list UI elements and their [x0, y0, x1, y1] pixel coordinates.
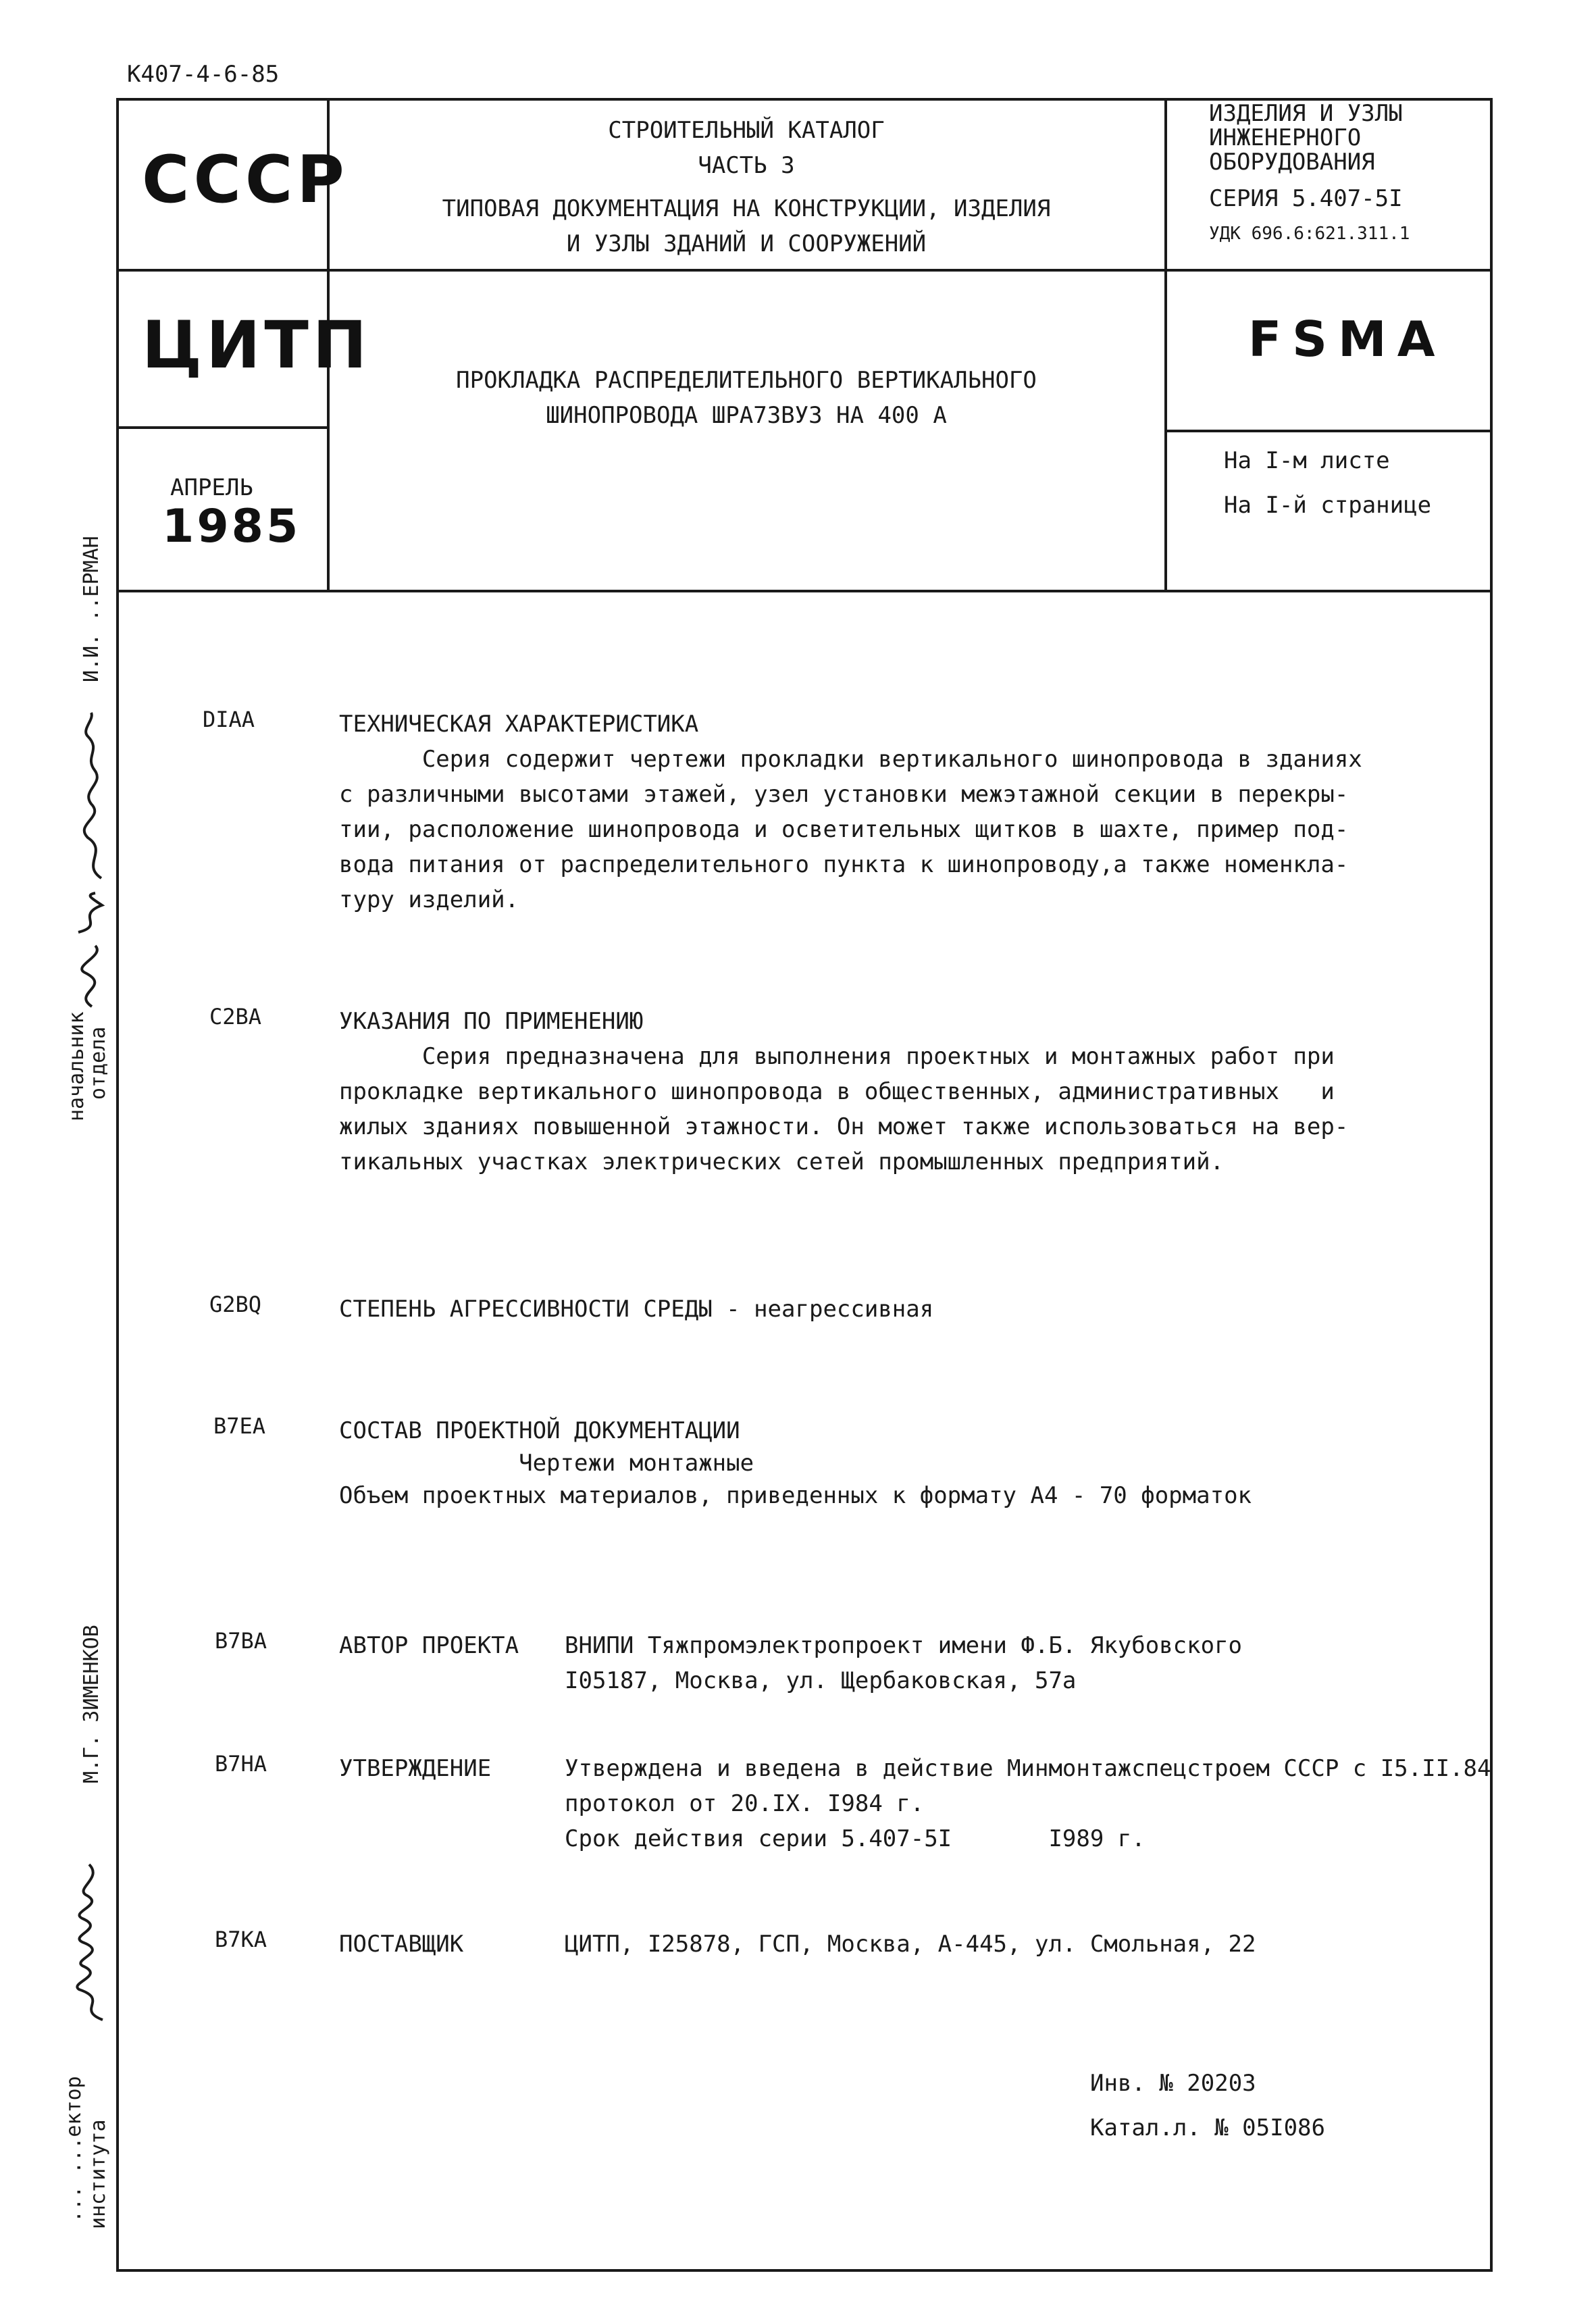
margin-line-upper	[116, 763, 119, 851]
tech-line: туру изделий.	[339, 886, 519, 913]
section-usage	[339, 1004, 1348, 1179]
section-code-supplier: B7KA	[215, 1927, 267, 1952]
header-bottom-divider	[116, 590, 1493, 592]
approver-name-label: И.И. ..ЕРМАН	[80, 536, 103, 682]
section-code-approval: B7HA	[215, 1751, 267, 1777]
section-tech	[339, 707, 1362, 917]
header-vertical-divider-right	[1164, 98, 1167, 591]
category-line-2: ИНЖЕНЕРНОГО	[1209, 124, 1362, 151]
documentation-line: Объем проектных материалов, приведенных к формату А4 - 70 форматок	[339, 1482, 1252, 1509]
signature-dept-head	[65, 892, 119, 1013]
section-label-supplier: ПОСТАВЩИК	[339, 1931, 464, 1958]
section-code-tech: DIAA	[203, 707, 255, 732]
section-body-usage	[339, 1039, 1348, 1179]
header-row-divider	[116, 269, 1493, 272]
catalog-sheet-number: Катал.л. № 05I086	[1090, 2114, 1325, 2141]
section-code-aggressiveness: G2BQ	[209, 1292, 262, 1317]
org-label: ЦИТП	[142, 307, 371, 383]
section-heading-tech: ТЕХНИЧЕСКАЯ ХАРАКТЕРИСТИКА	[339, 711, 699, 738]
catalog-description-line-2: И УЗЛЫ ЗДАНИЙ И СООРУЖЕНИЙ	[566, 230, 927, 257]
tech-line: с различными высотами этажей, узел установки межэтажной секции в перекры-	[339, 781, 1349, 808]
series-number: СЕРИЯ 5.407-5I	[1209, 185, 1403, 212]
category-line-3: ОБОРУДОВАНИЯ	[1209, 149, 1375, 176]
section-aggressiveness	[339, 1292, 933, 1327]
signature-chief-engineer	[62, 1851, 123, 2027]
author-line: ВНИПИ Тяжпромэлектропроект имени Ф.Б. Якубовского	[565, 1632, 1243, 1659]
page-number: На I-й странице	[1224, 492, 1432, 519]
institute-director-label-line-1: ... ...ектор	[62, 2076, 86, 2222]
dept-head-label-line-2: отдела	[86, 1026, 110, 1100]
author-line: I05187, Москва, ул. Щербаковская, 57а	[565, 1667, 1077, 1694]
chief-engineer-name-label: М.Г. ЗИМЕНКОВ	[80, 1625, 103, 1783]
documentation-line: Чертежи монтажные	[339, 1450, 754, 1477]
udk-code: УДК 696.6:621.311.1	[1209, 224, 1410, 244]
section-heading-documentation: СОСТАВ ПРОЕКТНОЙ ДОКУМЕНТАЦИИ	[339, 1417, 740, 1444]
signature-top	[68, 709, 115, 885]
approval-line: Утверждена и введена в действие Минмонтажспецстроем СССР с I5.II.84	[565, 1755, 1491, 1782]
usage-line: Серия предназначена для выполнения проектных и монтажных работ при	[339, 1043, 1335, 1070]
section-body-documentation	[339, 1448, 1252, 1513]
sheet-number: На I-м листе	[1224, 447, 1390, 474]
classification-code: FSMA	[1248, 311, 1446, 367]
category-line-1: ИЗДЕЛИЯ И УЗЛЫ	[1209, 100, 1403, 127]
tech-line: Серия содержит чертежи прокладки вертикального шинопровода в зданиях	[339, 746, 1362, 773]
section-heading-usage: УКАЗАНИЯ ПО ПРИМЕНЕНИЮ	[339, 1008, 644, 1035]
inventory-number: Инв. № 20203	[1090, 2070, 1256, 2097]
section-documentation	[339, 1413, 1252, 1513]
year-label: 1985	[162, 500, 301, 553]
catalog-description-line-1: ТИПОВАЯ ДОКУМЕНТАЦИЯ НА КОНСТРУКЦИИ, ИЗДЕЛИЯ	[442, 195, 1051, 222]
tech-line: вода питания от распределительного пункта к шинопроводу,а также номенкла-	[339, 851, 1349, 878]
section-code-documentation: B7EA	[213, 1413, 266, 1439]
approval-line: Срок действия серии 5.407-5I I989 г.	[565, 1825, 1145, 1852]
country-label: СССР	[142, 142, 349, 218]
usage-line: жилых зданиях повышенной этажности. Он может также использоваться на вер-	[339, 1113, 1349, 1140]
product-title-line-1: ПРОКЛАДКА РАСПРЕДЕЛИТЕЛЬНОГО ВЕРТИКАЛЬНОГО	[456, 367, 1037, 394]
document-code: К407-4-6-85	[127, 61, 280, 88]
section-code-usage: C2BA	[209, 1004, 262, 1030]
supplier-line: ЦИТП, I25878, ГСП, Москва, А-445, ул. Смольная, 22	[565, 1931, 1256, 1958]
usage-line: тикальных участках электрических сетей промышленных предприятий.	[339, 1148, 1225, 1175]
section-body-tech	[339, 742, 1362, 917]
tech-line: тии, расположение шинопровода и осветительных щитков в шахте, пример под-	[339, 816, 1349, 843]
usage-line: прокладке вертикального шинопровода в общественных, административных и	[339, 1078, 1335, 1105]
section-heading-aggressiveness: СТЕПЕНЬ АГРЕССИВНОСТИ СРЕДЫ - неагрессивная	[339, 1296, 934, 1323]
institute-director-label-line-2: института	[86, 2119, 110, 2229]
approval-line: протокол от 20.IX. I984 г.	[565, 1790, 925, 1817]
catalog-title: СТРОИТЕЛЬНЫЙ КАТАЛОГ	[608, 117, 885, 144]
catalog-part: ЧАСТЬ 3	[698, 152, 795, 179]
month-label: АПРЕЛЬ	[170, 474, 253, 501]
section-code-author: B7BA	[215, 1628, 267, 1654]
dept-head-label-line-1: начальник	[65, 1011, 88, 1121]
right-column-divider	[1166, 430, 1493, 432]
section-label-approval: УТВЕРЖДЕНИЕ	[339, 1755, 492, 1782]
left-column-divider	[116, 426, 328, 429]
section-label-author: АВТОР ПРОЕКТА	[339, 1632, 519, 1659]
product-title-line-2: ШИНОПРОВОДА ШРА73ВУЗ НА 400 А	[546, 402, 947, 429]
